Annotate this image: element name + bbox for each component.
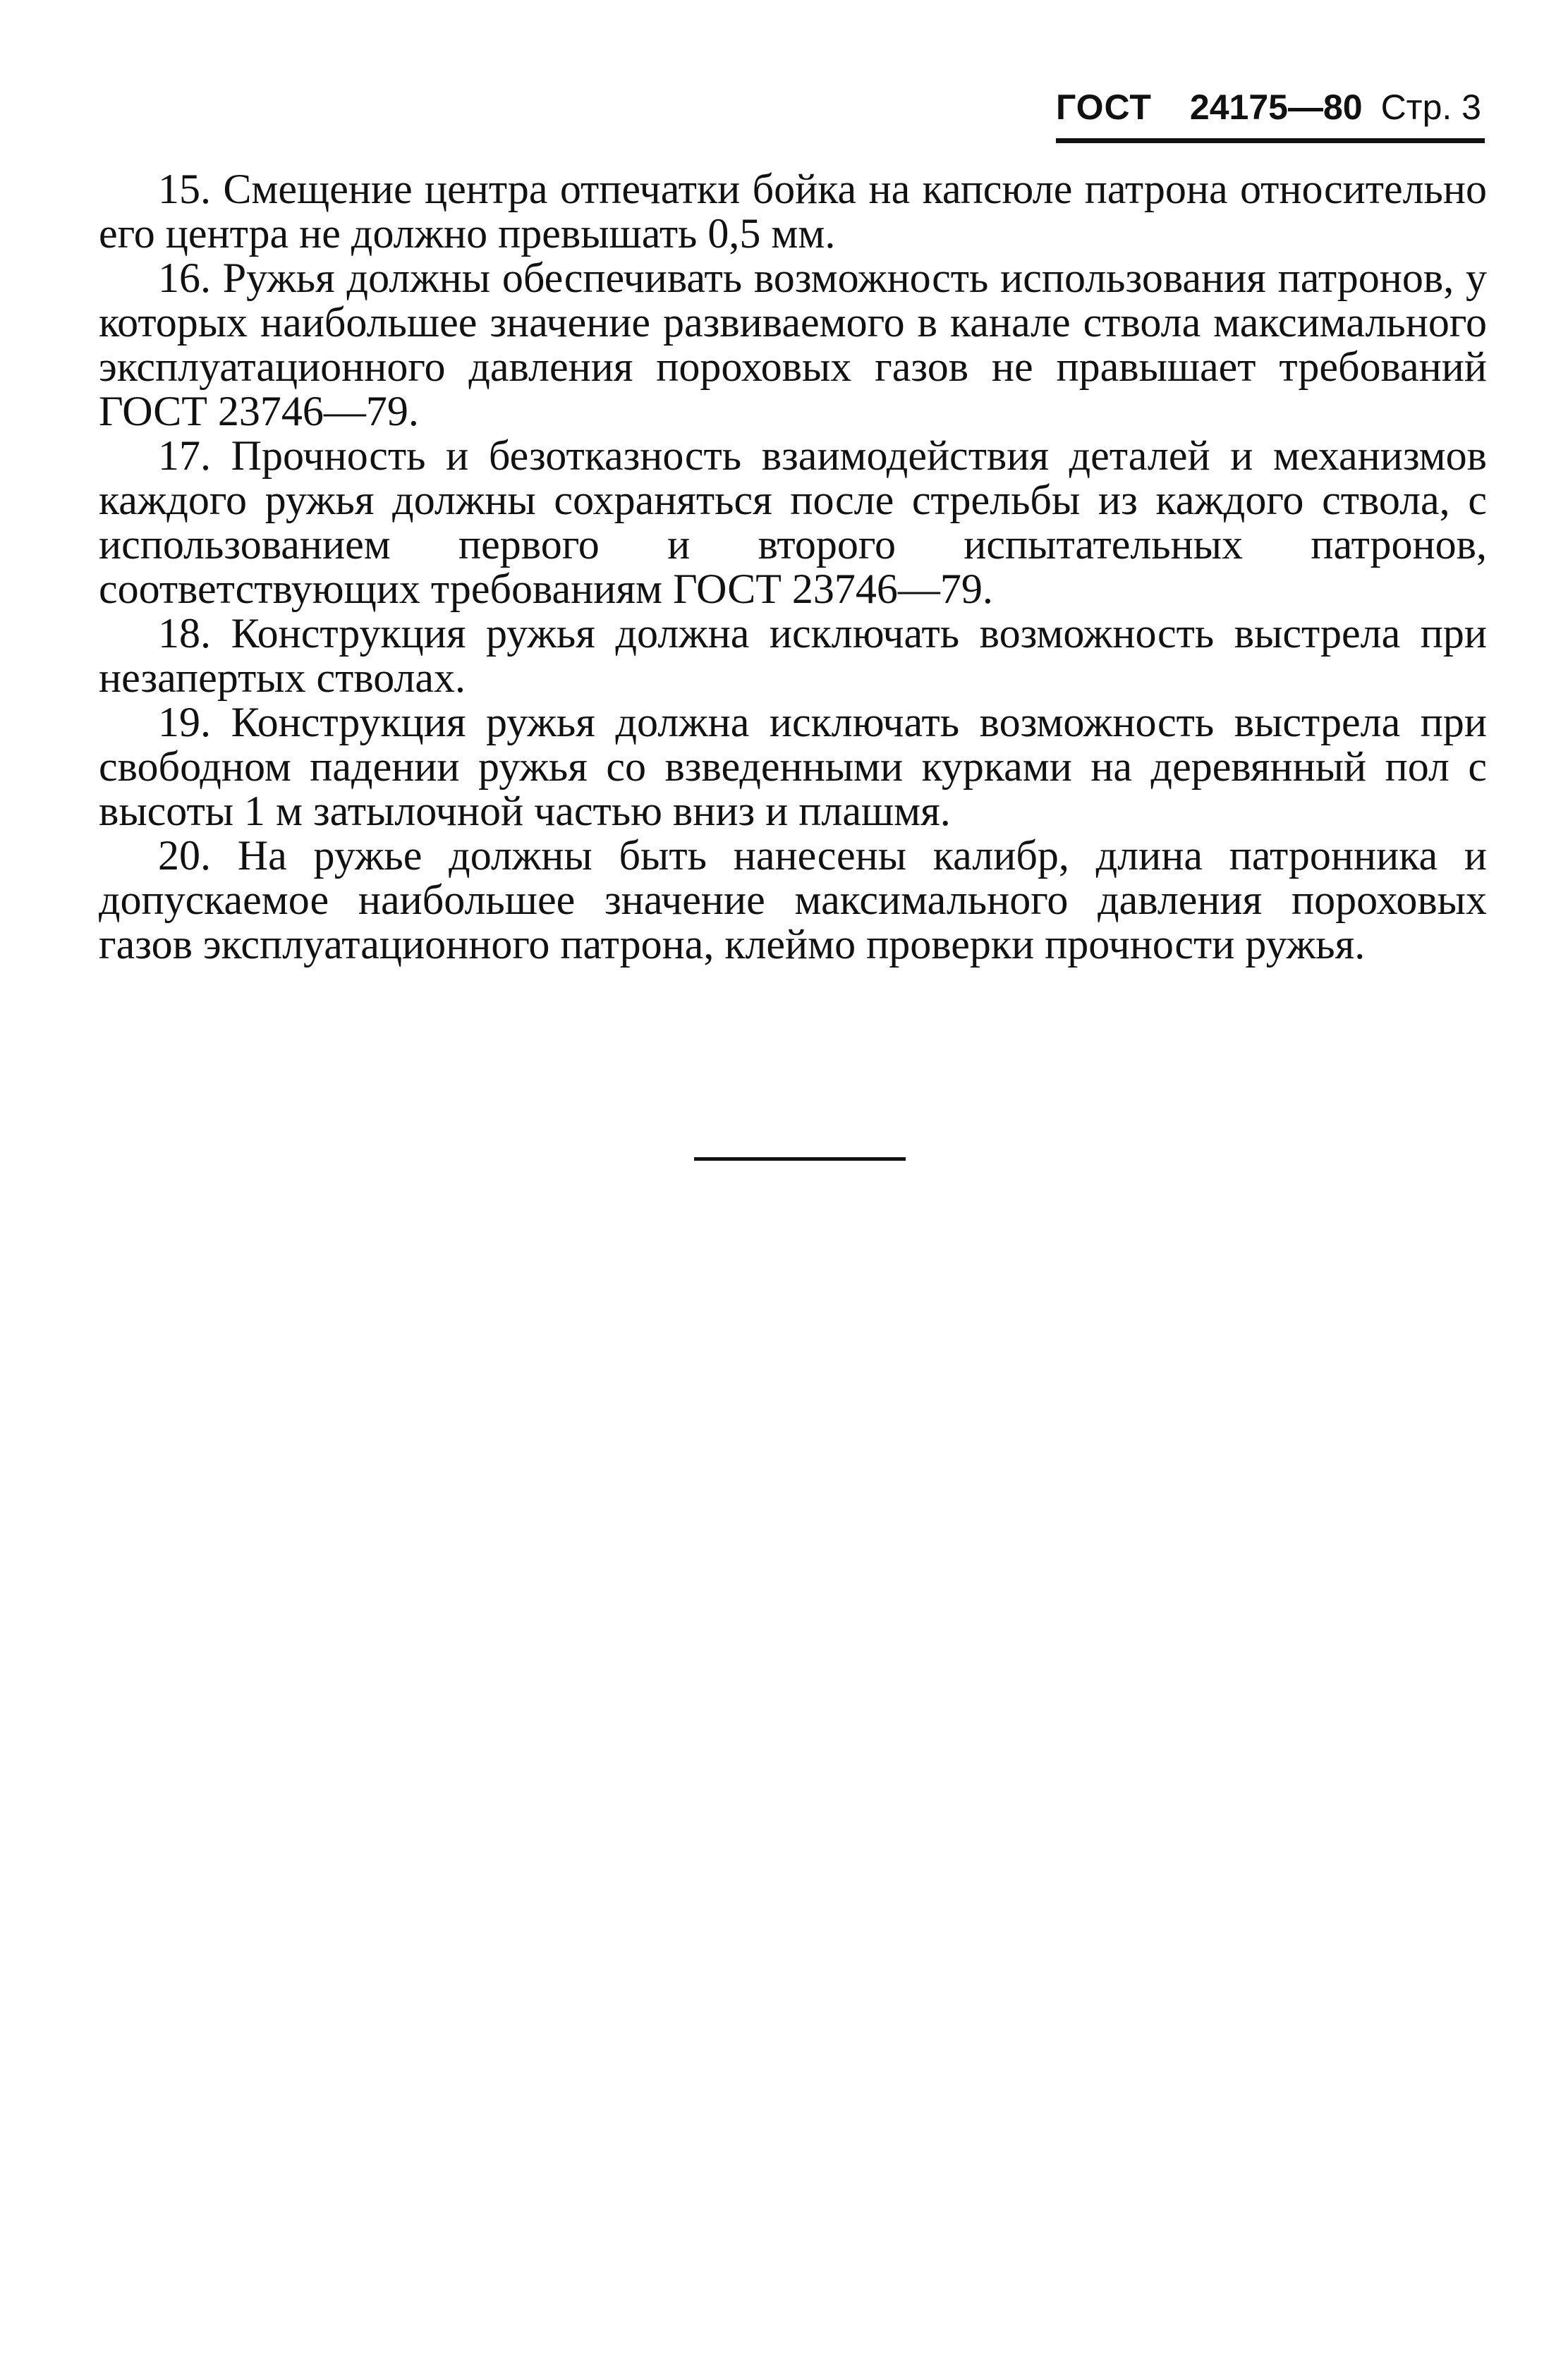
paragraph-17: 17. Прочность и безотказность взаимодействия деталей и механизмов каждого ружья должны сохраняться после стрельбы из каждого ствола, с использованием первого и второго испытательных патронов, соответствующих требованиям ГОСТ 23746—79.	[99, 432, 1487, 612]
page-header	[1056, 79, 1481, 135]
paragraph-18: 18. Конструкция ружья должна исключать возможность выстрела при незапертых стволах.	[99, 610, 1487, 701]
standard-number: 24175—80	[1189, 87, 1363, 127]
header-rule	[1056, 138, 1485, 143]
paragraph-19: 19. Конструкция ружья должна исключать возможность выстрела при свободном падении ружья со взведенными курками на деревянный пол с высоты 1 м затылочной частью вниз и плашмя.	[99, 699, 1487, 834]
standard-label: ГОСТ	[1055, 87, 1152, 127]
end-rule	[694, 1157, 906, 1161]
page-number: Стр. 3	[1380, 87, 1481, 127]
paragraph-15: 15. Смещение центра отпечатки бойка на капсюле патрона относительно его центра не должно превышать 0,5 мм.	[99, 166, 1487, 257]
document-body	[99, 167, 1487, 967]
paragraph-20: 20. На ружье должны быть нанесены калибр, длина патронника и допускаемое наибольшее значение максимального давления пороховых газов эксплуатационного патрона, клеймо проверки прочности ружья.	[99, 832, 1487, 968]
paragraph-16: 16. Ружья должны обеспечивать возможность использования патронов, у которых наибольшее значение развиваемого в канале ствола максимального эксплуатационного давления пороховых газов не правышает требований ГОСТ 23746—79.	[99, 255, 1487, 434]
